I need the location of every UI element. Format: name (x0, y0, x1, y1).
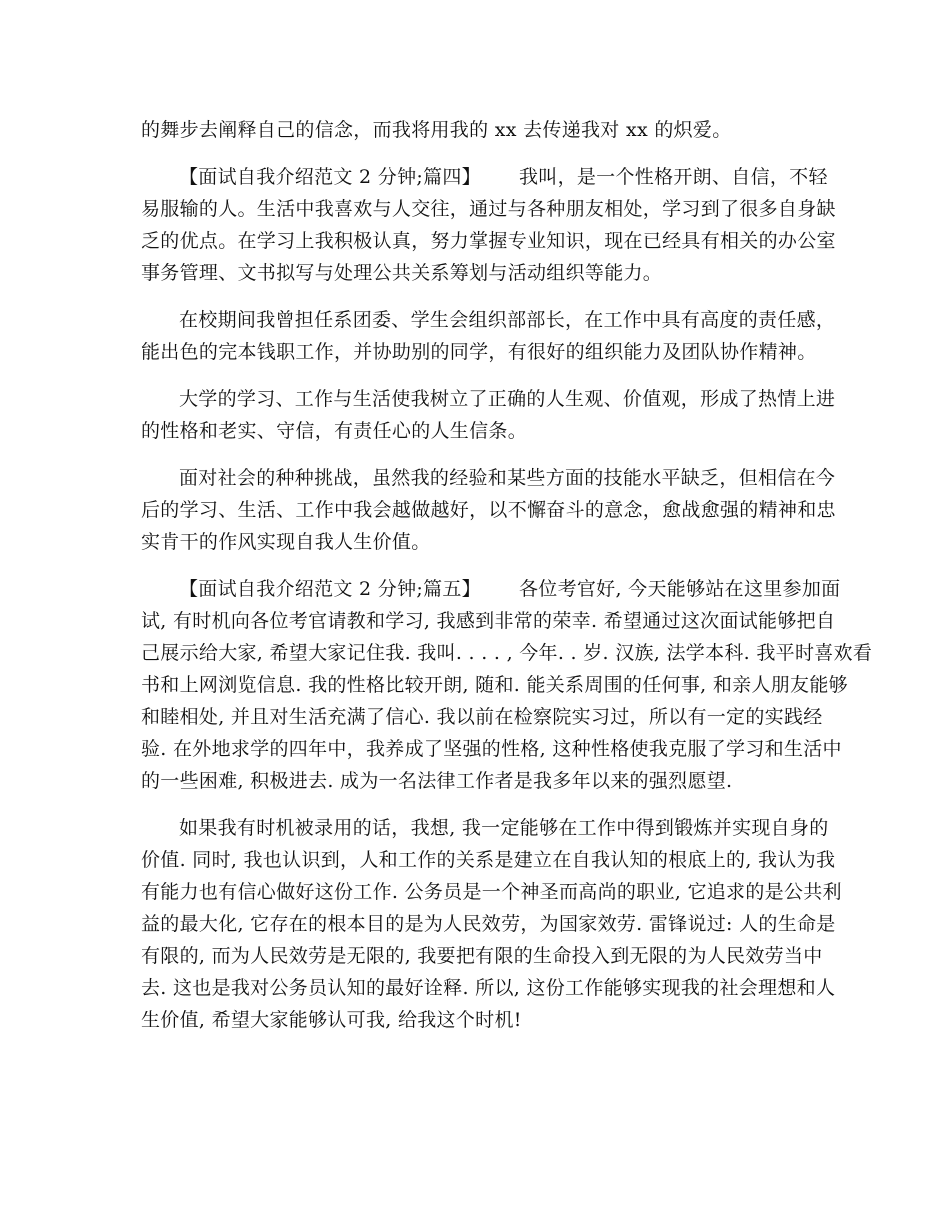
text-line (141, 940, 823, 972)
text-line (141, 701, 823, 733)
text-line (141, 765, 809, 797)
line-text: 的舞步去阐释自己的信念，而我将用我的 xx 去传递我对 xx 的炽爱。 (141, 119, 732, 141)
line-text: 各位考官好, 今天能够站在这里参加面 (518, 578, 841, 600)
text-line (141, 257, 809, 289)
line-text: 我叫，是一个性格开朗、自信，不轻 (518, 166, 828, 188)
line-text: 乏的优点。在学习上我积极认真，努力掌握专业知识，现在已经具有相关的办公室 (141, 230, 836, 252)
text-line (141, 812, 829, 844)
text-line (141, 972, 836, 1004)
text-line (141, 844, 836, 876)
line-text: 有限的, 而为人民效劳是无限的, 我要把有限的生命投入到无限的为人民效劳当中 (141, 945, 823, 967)
line-text: 易服输的人。生活中我喜欢与人交往，通过与各种朋友相处，学习到了很多自身缺 (141, 198, 836, 220)
line-text: 实肯干的作风实现自我人生价值。 (141, 531, 431, 553)
line-text: 的性格和老实、守信，有责任心的人生信条。 (141, 420, 528, 442)
paragraph-gap (141, 558, 809, 573)
text-line (141, 193, 836, 225)
line-text: 去. 这也是我对公务员认知的最好诠释. 所以, 这份工作能够实现我的社会理想和人 (141, 977, 836, 999)
text-line (141, 605, 836, 637)
text-line (141, 669, 848, 701)
line-text: 面对社会的种种挑战，虽然我的经验和某些方面的技能水平缺乏，但相信在今 (179, 467, 836, 489)
text-line (141, 494, 836, 526)
text-line (141, 637, 873, 669)
line-text: 验. 在外地求学的四年中，我养成了坚强的性格, 这种性格使我克服了学习和生活中 (141, 738, 842, 760)
text-line (141, 225, 836, 257)
line-text: 和睦相处, 并且对生活充满了信心. 我以前在检察院实习过，所以有一定的实践经 (141, 706, 823, 728)
text-line (141, 908, 836, 940)
paragraph-gap (141, 146, 809, 161)
line-text: 在校期间我曾担任系团委、学生会组织部部长，在工作中具有高度的责任感， (179, 309, 836, 331)
document-body (141, 114, 873, 1036)
text-line (141, 462, 836, 494)
text-line (141, 383, 836, 415)
text-line (141, 1004, 809, 1036)
line-text: 事务管理、文书拟写与处理公共关系筹划与活动组织等能力。 (141, 262, 663, 284)
line-text: 后的学习、生活、工作中我会越做越好，以不懈奋斗的意念，愈战愈强的精神和忠 (141, 499, 836, 521)
paragraph-gap (141, 368, 809, 383)
line-text: 有能力也有信心做好这份工作. 公务员是一个神圣而高尚的职业, 它追求的是公共利 (141, 881, 842, 903)
section-heading: 【面试自我介绍范文 2 分钟;篇四】 (179, 166, 481, 188)
paragraph-gap (141, 447, 809, 462)
line-text: 试, 有时机向各位考官请教和学习, 我感到非常的荣幸. 希望通过这次面试能够把自 (141, 610, 836, 632)
line-text: 大学的学习、工作与生活使我树立了正确的人生观、价值观，形成了热情上进 (179, 388, 836, 410)
text-line (141, 876, 842, 908)
line-text: 如果我有时机被录用的话，我想, 我一定能够在工作中得到锻炼并实现自身的 (179, 817, 829, 839)
section-heading: 【面试自我介绍范文 2 分钟;篇五】 (179, 578, 481, 600)
text-line (141, 415, 809, 447)
line-text: 生价值, 希望大家能够认可我, 给我这个时机! (141, 1009, 522, 1031)
text-line (141, 304, 836, 336)
paragraph-gap (141, 289, 809, 304)
paragraph-gap (141, 797, 809, 812)
line-text: 益的最大化, 它存在的根本目的是为人民效劳，为国家效劳. 雷锋说过: 人的生命是 (141, 913, 836, 935)
text-line (141, 526, 809, 558)
text-line (141, 733, 842, 765)
text-line (141, 114, 809, 146)
line-text: 能出色的完本钱职工作，并协助别的同学，有很好的组织能力及团队协作精神。 (141, 341, 817, 363)
line-text: 的一些困难, 积极进去. 成为一名法律工作者是我多年以来的强烈愿望. (141, 770, 733, 792)
line-text: 书和上网浏览信息. 我的性格比较开朗, 随和. 能关系周围的任何事, 和亲人朋友能够 (141, 674, 848, 696)
text-line (141, 573, 841, 605)
line-text: 价值. 同时, 我也认识到，人和工作的关系是建立在自我认知的根底上的, 我认为我 (141, 849, 836, 871)
line-text: 己展示给大家, 希望大家记住我. 我叫. . . . , 今年. . 岁. 汉族, 法学本科. 我平时喜欢看 (141, 642, 873, 664)
text-line (141, 336, 817, 368)
text-line (141, 161, 828, 193)
